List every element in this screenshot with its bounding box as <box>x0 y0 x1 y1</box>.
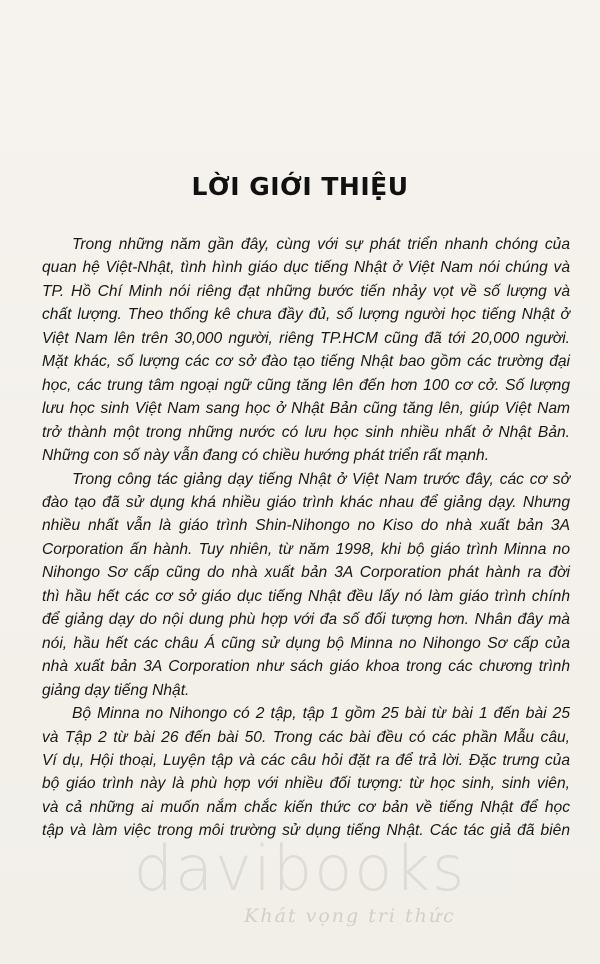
page-title: LỜI GIỚI THIỆU <box>191 172 409 201</box>
text-line: quan hệ Việt-Nhật, tình hình giáo dục tiếng Nhật ở Việt Nam nói chúng và <box>42 259 570 277</box>
text-line: Những con số này vẫn đang có chiều hướng phát triển rất mạnh. <box>42 447 490 465</box>
text-line: chất lượng. Theo thống kê chưa đầy đủ, số lượng người học tiếng Nhật ở <box>42 306 570 324</box>
text-line: nhiều nhất vẫn là giáo trình Shin-Nihongo no Kiso do nhà xuất bản 3A <box>42 517 570 535</box>
text-line: và Tập 2 từ bài 26 đến bài 50. Trong các bài đều có các phần Mẫu câu, <box>42 728 570 746</box>
text-line: Trong những năm gần đây, cùng với sự phát triển nhanh chóng của <box>72 236 570 253</box>
watermark-logo: davibooks <box>133 832 467 905</box>
text-line: Corporation ấn hành. Tuy nhiên, từ năm 1998, khi bộ giáo trình Minna no <box>42 540 570 558</box>
paragraph <box>42 468 570 703</box>
text-line: Bộ Minna no Nihongo có 2 tập, tập 1 gồm 25 bài từ bài 1 đến bài 25 <box>72 705 570 723</box>
text-line: học, các trung tâm ngoại ngữ cũng tăng lên đến hơn 100 cơ cở. Số lượng <box>42 376 570 394</box>
text-line: Mặt khác, số lượng các cơ sở đào tạo tiếng Nhật bao gồm các trường đại <box>42 353 570 371</box>
text-line: nói, hầu hết các châu Á cũng sử dụng bộ Minna no Nihongo Sơ cấp của <box>42 634 570 652</box>
text-line: lưu học sinh Việt Nam sang học ở Nhật Bản cũng tăng lên, giúp Việt Nam <box>42 400 570 418</box>
text-line: tập và làm việc trong môi trường sử dụng tiếng Nhật. Các tác giả đã biên <box>42 822 570 840</box>
text-line: Trong công tác giảng dạy tiếng Nhật ở Việt Nam trước đây, các cơ sở <box>72 470 570 488</box>
paragraph <box>42 702 570 843</box>
text-line: thì hầu hết các cơ sở giáo dục tiếng Nhật đều lấy nó làm giáo trình chính <box>42 587 570 605</box>
text-line: Ví dụ, Hội thoại, Luyện tập và các câu hỏi đặt ra để trả lời. Đặc trưng của <box>42 751 570 769</box>
text-line: để giảng dạy do nội dung phù hợp với đa số đối tượng hơn. Nhân đây mà <box>42 611 570 629</box>
text-line: Việt Nam lên trên 30,000 người, riêng TP.HCM cũng đã tới 20,000 người. <box>42 329 570 347</box>
text-line: và cả những ai muốn nắm chắc kiến thức cơ bản về tiếng Nhật để học <box>42 798 570 816</box>
watermark-tagline: Khát vọng tri thức <box>244 905 456 927</box>
paragraph <box>42 233 570 468</box>
text-line: TP. Hồ Chí Minh nói riêng đạt những bước tiến nhảy vọt về số lượng và <box>42 282 570 300</box>
text-line: bộ giáo trình này là phù hợp với nhiều đối tượng: từ học sinh, sinh viên, <box>42 775 570 793</box>
text-line: đào tạo đã sử dụng khá nhiều giáo trình khác nhau để giảng dạy. Nhưng <box>42 493 570 511</box>
text-line: giảng dạy tiếng Nhật. <box>42 681 190 699</box>
text-line: trở thành một trong những nước có lưu học sinh nhiều nhất ở Nhật Bản. <box>42 423 570 441</box>
text-line: nhà xuất bản 3A Corporation như sách giáo khoa trong các chương trình <box>42 658 570 676</box>
intro-text <box>42 233 570 843</box>
text-line: Nihongo Sơ cấp cũng do nhà xuất bản 3A Corporation phát hành ra đời <box>42 564 570 582</box>
